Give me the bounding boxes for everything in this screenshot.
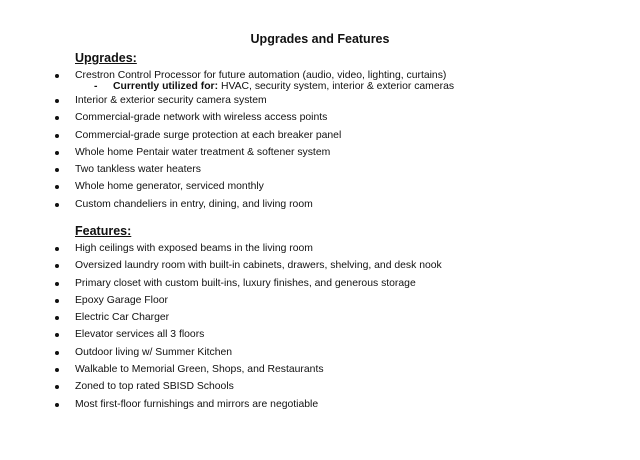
list-item-text: Crestron Control Processor for future automation (audio, video, lighting, curtains)	[75, 70, 447, 81]
bullet-icon	[55, 203, 59, 207]
list-item	[0, 181, 640, 198]
bullet-icon	[55, 299, 59, 303]
list-item	[0, 95, 640, 112]
bullet-icon	[55, 185, 59, 189]
sub-item-label: Currently utilized for:	[113, 81, 219, 92]
list-item-text: Most first-floor furnishings and mirrors are negotiable	[75, 398, 319, 410]
list-item	[0, 295, 640, 312]
bullet-icon	[55, 247, 59, 251]
list-item-text: Walkable to Memorial Green, Shops, and Restaurants	[75, 364, 324, 376]
list-item-text: Epoxy Garage Floor	[75, 294, 168, 306]
list-item-text: Commercial-grade surge protection at each breaker panel	[75, 129, 342, 141]
list-item-text: Elevator services all 3 floors	[75, 329, 205, 341]
list-item-text: Electric Car Charger	[75, 312, 170, 324]
list-item-text: Oversized laundry room with built-in cabinets, drawers, shelving, and desk nook	[75, 260, 442, 272]
bullet-icon	[55, 168, 59, 172]
document-title: Upgrades and Features	[250, 32, 390, 46]
list-item	[0, 130, 640, 147]
list-item	[0, 164, 640, 181]
upgrades-heading: Upgrades:	[75, 51, 137, 65]
features-heading: Features:	[75, 224, 132, 238]
bullet-icon	[55, 368, 59, 372]
list-item-text: Outdoor living w/ Summer Kitchen	[75, 346, 233, 358]
bullet-icon	[55, 403, 59, 407]
sub-list-item	[75, 82, 640, 92]
dash-marker: -	[94, 81, 98, 92]
list-item-text: Two tankless water heaters	[75, 164, 201, 176]
list-item	[0, 147, 640, 164]
upgrades-list	[0, 70, 640, 216]
bullet-icon	[55, 74, 59, 78]
list-item	[0, 329, 640, 346]
features-list	[0, 243, 640, 416]
list-item	[0, 381, 640, 398]
bullet-icon	[55, 151, 59, 155]
list-item	[0, 70, 640, 95]
sub-item-text: HVAC, security system, interior & exterior cameras	[218, 81, 455, 92]
bullet-icon	[55, 333, 59, 337]
list-item-text: Zoned to top rated SBISD Schools	[75, 381, 234, 393]
list-item-text: High ceilings with exposed beams in the living room	[75, 243, 313, 254]
bullet-icon	[55, 99, 59, 103]
bullet-icon	[55, 316, 59, 320]
list-item	[0, 399, 640, 416]
bullet-icon	[55, 351, 59, 355]
list-item	[0, 364, 640, 381]
list-item-text: Whole home generator, serviced monthly	[75, 181, 264, 193]
bullet-icon	[55, 385, 59, 389]
list-item	[0, 243, 640, 260]
list-item-text: Interior & exterior security camera system	[75, 95, 267, 106]
list-item-text: Custom chandeliers in entry, dining, and living room	[75, 198, 313, 210]
list-item	[0, 260, 640, 277]
bullet-icon	[55, 264, 59, 268]
list-item-text: Commercial-grade network with wireless access points	[75, 112, 328, 124]
list-item	[0, 347, 640, 364]
bullet-icon	[55, 116, 59, 120]
bullet-icon	[55, 282, 59, 286]
list-item-text: Whole home Pentair water treatment & softener system	[75, 146, 331, 158]
list-item-text: Primary closet with custom built-ins, luxury finishes, and generous storage	[75, 277, 416, 289]
list-item	[0, 312, 640, 329]
list-item	[0, 112, 640, 129]
list-item	[0, 199, 640, 216]
list-item	[0, 278, 640, 295]
bullet-icon	[55, 134, 59, 138]
